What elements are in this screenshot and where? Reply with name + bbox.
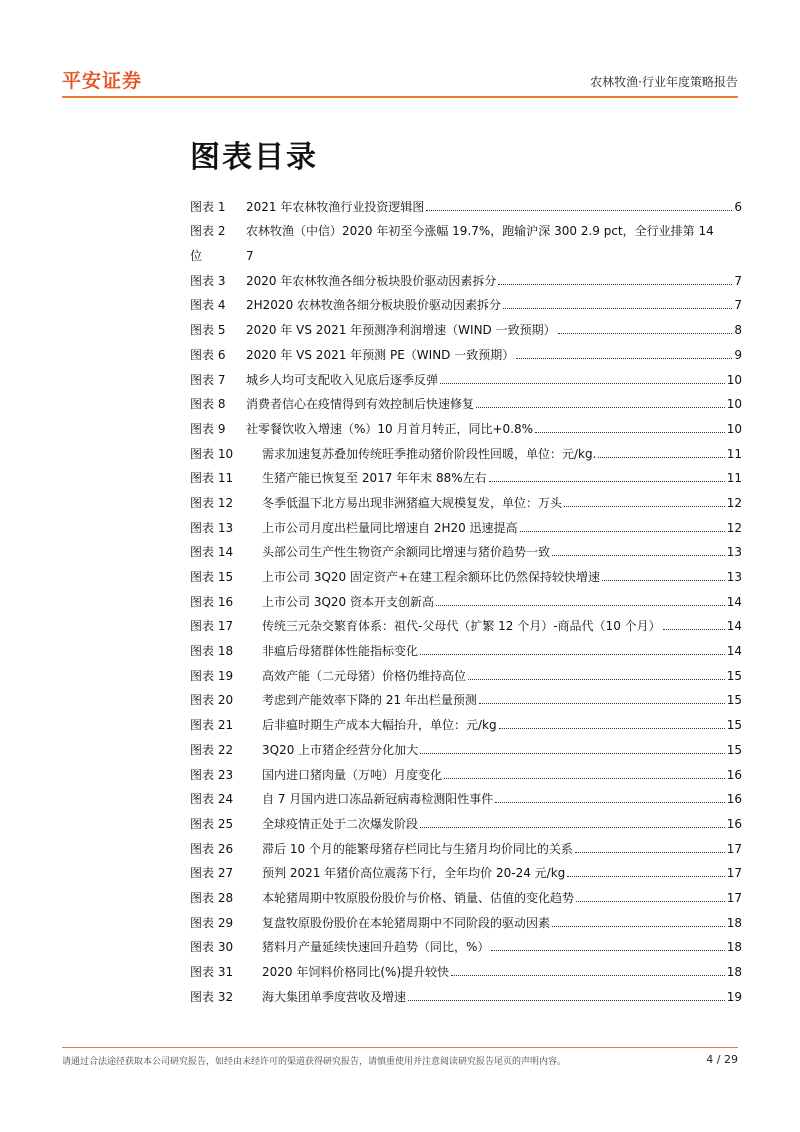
toc-entry[interactable]	[190, 980, 742, 1005]
toc-title: 上市公司 3Q20 资本开支创新高	[262, 594, 434, 609]
toc-entry[interactable]	[190, 437, 742, 462]
toc-title: 上市公司 3Q20 固定资产+在建工程余额环比仍然保持较快增速	[262, 570, 601, 584]
toc-title: 2020 年 VS 2021 年预测净利润增速（WIND 一致预期）	[246, 323, 556, 338]
toc-label: 图表 24	[190, 792, 234, 807]
toc-leader	[558, 333, 733, 334]
toc-entry[interactable]	[190, 881, 742, 906]
toc-label: 图表 8	[190, 397, 226, 412]
toc-leader	[567, 876, 724, 877]
toc-page: 19	[726, 989, 742, 1004]
toc-label: 图表 27	[190, 866, 234, 881]
toc-page: 18	[726, 915, 742, 930]
toc-entry[interactable]	[190, 536, 742, 561]
toc-title: 考虑到产能效率下降的 21 年出栏量预测	[262, 693, 477, 708]
toc-entry[interactable]	[190, 684, 742, 709]
toc-leader	[420, 753, 725, 754]
toc-page: 17	[726, 866, 742, 881]
toc-label: 图表 2	[190, 224, 226, 239]
toc-label: 图表 18	[190, 644, 234, 659]
toc-entry[interactable]	[190, 906, 742, 931]
toc-leader	[436, 605, 725, 606]
toc-entry[interactable]	[190, 313, 742, 338]
toc-leader	[503, 308, 732, 309]
toc-title: 2020 年农林牧渔各细分板块股价驱动因素拆分	[246, 273, 497, 288]
toc-entry[interactable]	[190, 585, 742, 610]
toc-page: 10	[726, 421, 742, 436]
toc-page: 17	[726, 841, 742, 856]
toc-label: 图表 19	[190, 668, 234, 683]
toc-title: 滞后 10 个月的能繁母猪存栏同比与生猪月均价同比的关系	[262, 841, 573, 856]
toc-page: 13	[726, 570, 742, 584]
toc-label: 图表 3	[190, 273, 226, 288]
toc-leader	[552, 926, 725, 927]
toc-page: 15	[726, 693, 742, 708]
toc-page: 12	[726, 495, 742, 510]
toc-leader	[575, 852, 725, 853]
toc-title: 非瘟后母猪群体性能指标变化	[262, 644, 419, 659]
toc-leader	[489, 481, 725, 482]
toc-leader	[479, 703, 725, 704]
page-number: 4 / 29	[706, 1053, 738, 1066]
toc-entry[interactable]	[190, 955, 742, 980]
toc-label: 图表 31	[190, 965, 234, 979]
toc-entry[interactable]	[190, 190, 742, 215]
toc-title: 本轮猪周期中牧原股份股价与价格、销量、估值的变化趋势	[262, 890, 575, 905]
toc-page: 18	[726, 940, 742, 955]
toc-label: 图表 9	[190, 421, 226, 436]
toc-page: 17	[726, 890, 742, 905]
footer-disclaimer: 请通过合法途径获取本公司研究报告，如经由未经许可的渠道获得研究报告，请慎重使用并注意阅读研究报告尾页的声明内容。	[62, 1057, 567, 1067]
toc-title: 传统三元杂交繁育体系：祖代-父母代（扩繁 12 个月）-商品代（10 个月）	[262, 619, 661, 634]
toc-leader	[408, 1000, 725, 1001]
toc-page: 7	[734, 298, 742, 313]
toc-entry[interactable]	[190, 215, 742, 240]
footer-divider	[62, 1047, 738, 1048]
toc-label: 图表 28	[190, 890, 234, 905]
toc-title: 全球疫情正处于二次爆发阶段	[262, 816, 419, 831]
toc-entry[interactable]	[190, 412, 742, 437]
report-title: 农林牧渔·行业年度策略报告	[590, 75, 738, 89]
toc-label: 图表 1	[190, 199, 226, 214]
toc-list	[190, 190, 742, 1005]
toc-page: 7	[734, 273, 742, 288]
toc-page: 10	[726, 372, 742, 387]
toc-leader	[552, 555, 725, 556]
toc-page: 11	[726, 446, 742, 461]
toc-title: 冬季低温下北方易出现非洲猪瘟大规模复发，单位：万头	[262, 495, 563, 510]
toc-label: 图表 10	[190, 446, 234, 461]
toc-page: 11	[726, 471, 742, 486]
toc-title: 城乡人均可支配收入见底后逐季反弹	[246, 372, 439, 387]
toc-title: 复盘牧原股份股价在本轮猪周期中不同阶段的驱动因素	[262, 915, 551, 930]
toc-title: 海大集团单季度营收及增速	[262, 989, 407, 1004]
toc-title: 生猪产能已恢复至 2017 年年末 88%左右	[262, 471, 487, 486]
toc-leader	[564, 506, 725, 507]
toc-entry[interactable]	[190, 708, 742, 733]
toc-entry[interactable]	[190, 807, 742, 832]
toc-title: 国内进口猪肉量（万吨）月度变化	[262, 767, 443, 782]
toc-title: 2020 年 VS 2021 年预测 PE（WIND 一致预期）	[246, 347, 515, 362]
toc-entry[interactable]	[190, 560, 742, 585]
toc-leader	[602, 580, 725, 581]
toc-leader	[440, 383, 725, 384]
toc-title: 需求加速复苏叠加传统旺季推动猪价阶段性回暖，单位：元/kg.	[262, 446, 597, 461]
toc-label: 图表 30	[190, 940, 234, 955]
toc-label: 图表 11	[190, 471, 234, 486]
toc-entry[interactable]	[190, 610, 742, 635]
toc-label: 图表 29	[190, 915, 234, 930]
toc-entry[interactable]	[190, 931, 742, 956]
toc-leader	[576, 901, 725, 902]
toc-page: 14	[726, 594, 742, 609]
company-logo: 平安证券	[62, 70, 143, 92]
page-title: 图表目录	[190, 140, 318, 175]
toc-title: 预判 2021 年猪价高位震荡下行，全年均价 20-24 元/kg	[262, 866, 566, 881]
toc-label: 图表 26	[190, 841, 234, 856]
toc-label: 图表 22	[190, 742, 234, 757]
toc-leader	[535, 432, 725, 433]
toc-entry[interactable]	[190, 363, 742, 388]
toc-label: 图表 13	[190, 520, 234, 535]
toc-page: 16	[726, 816, 742, 831]
toc-label: 图表 32	[190, 989, 234, 1004]
toc-entry[interactable]	[190, 289, 742, 314]
header-divider	[62, 96, 738, 98]
toc-title: 猪料月产量延续快速回升趋势（同比，%）	[262, 940, 490, 955]
toc-leader	[468, 679, 725, 680]
toc-leader	[498, 284, 732, 285]
toc-leader	[420, 654, 725, 655]
toc-label: 图表 7	[190, 372, 226, 387]
toc-leader	[495, 802, 724, 803]
toc-entry[interactable]	[190, 857, 742, 882]
toc-page: 8	[734, 323, 742, 338]
toc-title: 消费者信心在疫情得到有效控制后快速修复	[246, 397, 475, 412]
toc-leader	[598, 457, 724, 458]
toc-page: 15	[726, 668, 742, 683]
toc-title: 2H2020 农林牧渔各细分板块股价驱动因素拆分	[246, 298, 502, 313]
toc-leader	[420, 827, 725, 828]
toc-page: 6	[734, 199, 742, 214]
toc-title: 后非瘟时期生产成本大幅抬升，单位：元/kg	[262, 718, 497, 733]
toc-entry[interactable]	[190, 388, 742, 413]
toc-page: 14	[726, 619, 742, 634]
toc-page: 16	[726, 792, 742, 807]
toc-title: 高效产能（二元母猪）价格仍维持高位	[262, 668, 467, 683]
toc-label: 图表 20	[190, 693, 234, 708]
toc-entry[interactable]	[190, 659, 742, 684]
toc-label: 图表 12	[190, 495, 234, 510]
toc-entry[interactable]	[190, 338, 742, 363]
toc-title: 2020 年饲料价格同比(%)提升较快	[262, 965, 450, 979]
toc-entry[interactable]	[190, 462, 742, 487]
toc-label: 图表 14	[190, 545, 234, 560]
toc-leader	[444, 778, 725, 779]
toc-entry[interactable]	[190, 758, 742, 783]
toc-label: 图表 15	[190, 570, 234, 584]
toc-page: 7	[246, 249, 254, 264]
toc-label: 图表 21	[190, 718, 234, 733]
toc-label: 图表 5	[190, 323, 226, 338]
toc-entry[interactable]	[190, 486, 742, 511]
toc-leader	[476, 407, 725, 408]
toc-page: 15	[726, 718, 742, 733]
toc-label: 图表 6	[190, 347, 226, 362]
toc-page: 12	[726, 520, 742, 535]
toc-page: 16	[726, 767, 742, 782]
toc-title-cont: 位	[190, 249, 203, 264]
toc-page: 18	[726, 965, 742, 979]
toc-leader	[451, 975, 725, 976]
toc-page: 10	[726, 397, 742, 412]
toc-title: 头部公司生产性生物资产余额同比增速与猪价趋势一致	[262, 545, 551, 560]
toc-page: 15	[726, 742, 742, 757]
toc-label: 图表 17	[190, 619, 234, 634]
toc-entry[interactable]	[190, 733, 742, 758]
toc-entry[interactable]	[190, 783, 742, 808]
toc-page: 13	[726, 545, 742, 560]
toc-title: 自 7 月国内进口冻品新冠病毒检测阳性事件	[262, 792, 494, 807]
toc-title: 农林牧渔（中信）2020 年初至今涨幅 19.7%，跑输沪深 300 2.9 pct，全行业排第 14	[246, 224, 714, 239]
toc-label: 图表 25	[190, 816, 234, 831]
toc-entry[interactable]	[190, 264, 742, 289]
toc-label: 图表 4	[190, 298, 226, 313]
toc-page: 9	[734, 347, 742, 362]
toc-title: 上市公司月度出栏量同比增速自 2H20 迅速提高	[262, 520, 518, 535]
toc-title: 社零餐饮收入增速（%）10 月首月转正，同比+0.8%	[246, 421, 534, 436]
toc-entry[interactable]	[190, 832, 742, 857]
toc-leader	[426, 210, 732, 211]
toc-entry[interactable]	[190, 634, 742, 659]
toc-leader	[499, 728, 725, 729]
toc-page: 14	[726, 644, 742, 659]
toc-leader	[520, 531, 725, 532]
toc-label: 图表 23	[190, 767, 234, 782]
toc-entry[interactable]	[190, 511, 742, 536]
toc-label: 图表 16	[190, 594, 234, 609]
toc-leader	[516, 358, 732, 359]
toc-entry-continuation[interactable]	[190, 239, 742, 264]
toc-title: 2021 年农林牧渔行业投资逻辑图	[246, 199, 425, 214]
toc-title: 3Q20 上市猪企经营分化加大	[262, 742, 419, 757]
toc-leader	[491, 950, 724, 951]
toc-leader	[663, 629, 725, 630]
